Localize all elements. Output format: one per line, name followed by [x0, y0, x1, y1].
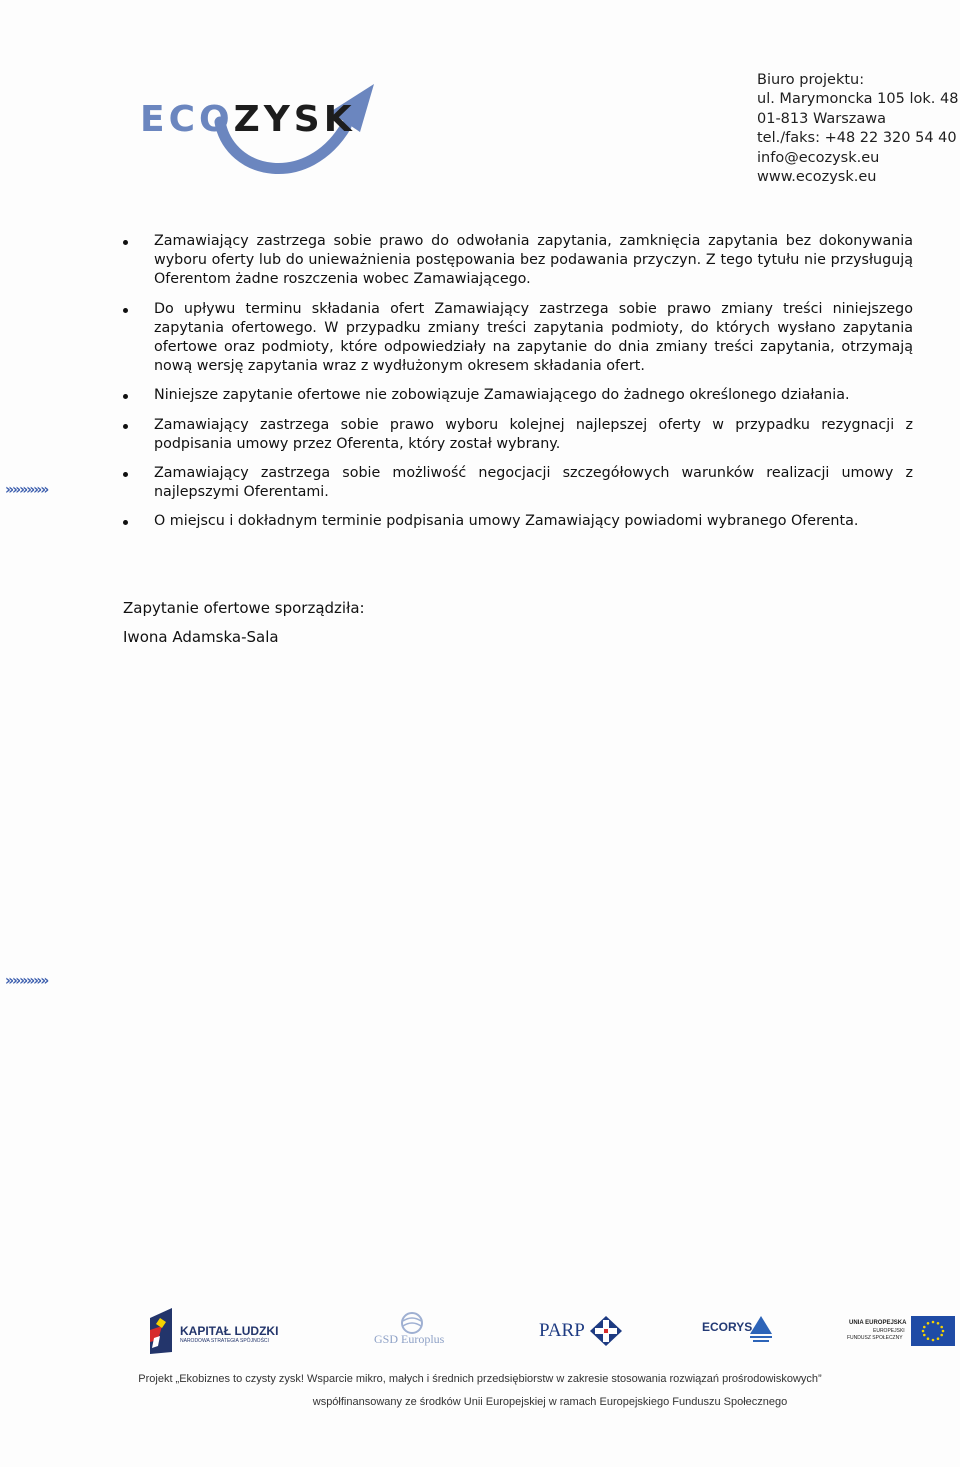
contact-email: info@ecozysk.eu	[757, 149, 880, 166]
logo-text-zysk: ZYSK	[233, 99, 356, 140]
list-item-text: Zamawiający zastrzega sobie prawo wyboru kolejnej najlepszej oferty w przypadku rezygnacji z podpisania umowy przez Oferenta, który został wybrany.	[154, 416, 913, 452]
ue-efs-logo	[845, 1308, 957, 1358]
signature-name: Iwona Adamska-Sala	[123, 628, 279, 646]
kapital-ludzki-name: KAPITAŁ LUDZKI	[180, 1324, 279, 1338]
ecozysk-logo	[138, 78, 378, 188]
contact-heading: Biuro projektu:	[757, 72, 865, 88]
ecorys-logo	[702, 1308, 782, 1358]
list-item-text: Do upływu terminu składania ofert Zamawiający zastrzega sobie prawo zmiany treści niniejszego zapytania ofertowego. W przypadku zmiany treści zapytania podmioty, do których wysłano zapytania ofertowe oraz podmioty, które odpowiedziały na zapytanie do dnia zmiany treści zapytania, otrzymają nową wersję zapytania wraz z wydłużonym okresem składania ofert.	[154, 300, 913, 375]
terms-list	[123, 232, 913, 542]
kapital-ludzki-emblem-icon	[146, 1308, 178, 1354]
ecorys-name: ECORYS	[702, 1320, 753, 1334]
contact-city: 01-813 Warszawa	[757, 110, 887, 127]
contact-phone: tel./faks: +48 22 320 54 40	[757, 130, 957, 147]
kapital-ludzki-logo	[146, 1308, 286, 1358]
gsd-europlus-logo	[370, 1308, 460, 1358]
bullet-icon	[123, 424, 128, 429]
list-item-text: Zamawiający zastrzega sobie możliwość negocjacji szczegółowych warunków realizacji umowy z najlepszymi Oferentami.	[154, 465, 913, 501]
contact-address: ul. Marymoncka 105 lok. 48	[757, 91, 959, 108]
list-item-text: Niniejsze zapytanie ofertowe nie zobowiązuje Zamawiającego do żadnego określonego działania.	[154, 387, 850, 404]
list-item-text: Zamawiający zastrzega sobie prawo do odwołania zapytania, zamknięcia zapytania bez dokonywania wyboru oferty lub do unieważnienia postępowania bez podawania przyczyn. Z tego tytułu nie przysługują Oferentom żadne roszczenia wobec Zamawiającego.	[154, 233, 913, 288]
bullet-icon	[123, 240, 128, 245]
list-item	[123, 232, 913, 290]
logo-text-eco: ECO	[140, 99, 234, 140]
parp-name: PARP	[539, 1320, 585, 1341]
list-item	[123, 386, 913, 405]
bullet-icon	[123, 472, 128, 477]
gsd-europlus-name: GSD Europlus	[374, 1332, 445, 1346]
kapital-ludzki-subtitle: NARODOWA STRATEGIA SPÓJNOŚCI	[180, 1338, 269, 1344]
project-description-line-2: współfinansowany ze środków Unii Europejskiej w ramach Europejskiego Funduszu Społecznego	[312, 1396, 788, 1408]
logo-wordmark	[140, 100, 356, 140]
bullet-icon	[123, 520, 128, 525]
ue-fund-line-2: FUNDUSZ SPOŁECZNY	[847, 1335, 903, 1341]
ue-fund-line-1: EUROPEJSKI	[873, 1328, 905, 1334]
contact-block	[757, 71, 957, 187]
parp-diamond-icon	[590, 1316, 622, 1346]
list-item	[123, 512, 913, 531]
bullet-icon	[123, 394, 128, 399]
margin-chevrons-icon: »»»»»»	[5, 973, 48, 989]
contact-website: www.ecozysk.eu	[757, 169, 877, 186]
signature-label: Zapytanie ofertowe sporządziła:	[123, 599, 365, 617]
list-item	[123, 416, 913, 454]
list-item	[123, 464, 913, 502]
signature-block	[123, 598, 365, 656]
project-description-line-1: Projekt „Ekobiznes to czysty zysk! Wsparcie mikro, małych i średnich przedsiębiorstw w zakresie stosowania rozwiązań prośrodowiskowych”	[138, 1373, 822, 1385]
ue-name: UNIA EUROPEJSKA	[849, 1320, 907, 1326]
list-item-text: O miejscu i dokładnym terminie podpisania umowy Zamawiający powiadomi wybranego Oferenta.	[154, 513, 859, 530]
bullet-icon	[123, 308, 128, 313]
gsd-globe-icon	[400, 1312, 424, 1334]
ecorys-sail-icon	[750, 1316, 772, 1346]
parp-logo	[538, 1308, 628, 1358]
eu-flag-icon	[911, 1316, 955, 1346]
margin-chevrons-icon: »»»»»»	[5, 482, 48, 498]
list-item	[123, 300, 913, 377]
